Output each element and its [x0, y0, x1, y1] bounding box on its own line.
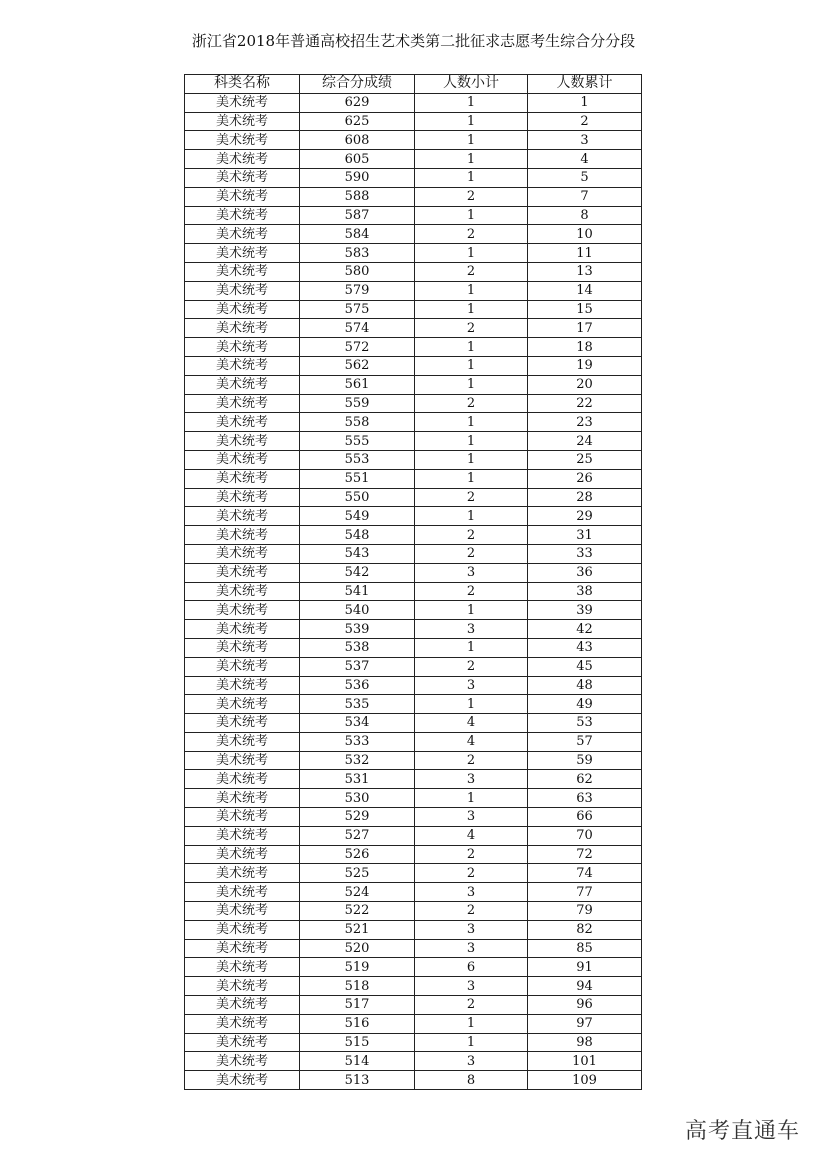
cell-category: 美术统考 [185, 375, 300, 394]
table-row [185, 808, 642, 827]
cell-category: 美术统考 [185, 507, 300, 526]
table-row [185, 338, 642, 357]
cell-score: 543 [300, 544, 415, 563]
cell-subtotal: 1 [415, 206, 528, 225]
cell-subtotal: 3 [415, 808, 528, 827]
cell-cumulative: 74 [528, 864, 642, 883]
cell-cumulative: 28 [528, 488, 642, 507]
cell-category: 美术统考 [185, 826, 300, 845]
cell-subtotal: 2 [415, 845, 528, 864]
watermark-logo-text: 高考直通车 [684, 1119, 800, 1144]
cell-subtotal: 1 [415, 244, 528, 263]
table-row [185, 507, 642, 526]
cell-score: 561 [300, 375, 415, 394]
cell-cumulative: 43 [528, 638, 642, 657]
table-row [185, 1014, 642, 1033]
cell-subtotal: 1 [415, 413, 528, 432]
cell-score: 572 [300, 338, 415, 357]
cell-subtotal: 1 [415, 695, 528, 714]
table-row [185, 187, 642, 206]
cell-category: 美术统考 [185, 488, 300, 507]
cell-subtotal: 3 [415, 1052, 528, 1071]
table-row [185, 845, 642, 864]
cell-cumulative: 7 [528, 187, 642, 206]
cell-cumulative: 3 [528, 131, 642, 150]
cell-category: 美术统考 [185, 563, 300, 582]
cell-score: 588 [300, 187, 415, 206]
cell-category: 美术统考 [185, 996, 300, 1015]
cell-cumulative: 11 [528, 244, 642, 263]
cell-cumulative: 72 [528, 845, 642, 864]
cell-score: 584 [300, 225, 415, 244]
cell-subtotal: 3 [415, 770, 528, 789]
table-row [185, 996, 642, 1015]
cell-cumulative: 97 [528, 1014, 642, 1033]
cell-cumulative: 63 [528, 789, 642, 808]
cell-subtotal: 2 [415, 394, 528, 413]
cell-subtotal: 3 [415, 939, 528, 958]
cell-cumulative: 23 [528, 413, 642, 432]
table-row [185, 883, 642, 902]
table-row [185, 1033, 642, 1052]
cell-category: 美术统考 [185, 620, 300, 639]
table-row [185, 638, 642, 657]
table-row [185, 131, 642, 150]
cell-subtotal: 2 [415, 187, 528, 206]
cell-score: 513 [300, 1071, 415, 1090]
cell-score: 536 [300, 676, 415, 695]
cell-score: 575 [300, 300, 415, 319]
cell-category: 美术统考 [185, 356, 300, 375]
table-row [185, 920, 642, 939]
cell-subtotal: 2 [415, 488, 528, 507]
cell-score: 516 [300, 1014, 415, 1033]
cell-subtotal: 8 [415, 1071, 528, 1090]
header-category: 科类名称 [185, 75, 300, 94]
table-body [185, 93, 642, 1089]
cell-cumulative: 45 [528, 657, 642, 676]
cell-score: 537 [300, 657, 415, 676]
cell-score: 558 [300, 413, 415, 432]
cell-category: 美术统考 [185, 751, 300, 770]
cell-score: 590 [300, 168, 415, 187]
cell-category: 美术统考 [185, 526, 300, 545]
cell-score: 555 [300, 432, 415, 451]
table-row [185, 977, 642, 996]
cell-subtotal: 1 [415, 356, 528, 375]
cell-subtotal: 2 [415, 582, 528, 601]
table-row [185, 826, 642, 845]
cell-cumulative: 49 [528, 695, 642, 714]
cell-cumulative: 26 [528, 469, 642, 488]
cell-subtotal: 1 [415, 131, 528, 150]
cell-category: 美术统考 [185, 413, 300, 432]
table-row [185, 714, 642, 733]
cell-subtotal: 1 [415, 112, 528, 131]
cell-subtotal: 2 [415, 751, 528, 770]
cell-subtotal: 2 [415, 319, 528, 338]
cell-category: 美术统考 [185, 432, 300, 451]
cell-category: 美术统考 [185, 300, 300, 319]
cell-subtotal: 3 [415, 977, 528, 996]
cell-category: 美术统考 [185, 450, 300, 469]
cell-cumulative: 4 [528, 150, 642, 169]
table-row [185, 488, 642, 507]
cell-category: 美术统考 [185, 150, 300, 169]
cell-cumulative: 33 [528, 544, 642, 563]
cell-category: 美术统考 [185, 714, 300, 733]
cell-category: 美术统考 [185, 1033, 300, 1052]
table-row [185, 394, 642, 413]
cell-subtotal: 1 [415, 338, 528, 357]
cell-score: 519 [300, 958, 415, 977]
cell-score: 605 [300, 150, 415, 169]
header-subtotal: 人数小计 [415, 75, 528, 94]
cell-score: 562 [300, 356, 415, 375]
cell-category: 美术统考 [185, 168, 300, 187]
cell-subtotal: 3 [415, 563, 528, 582]
cell-cumulative: 62 [528, 770, 642, 789]
cell-category: 美术统考 [185, 544, 300, 563]
table-row [185, 620, 642, 639]
cell-subtotal: 1 [415, 375, 528, 394]
cell-score: 541 [300, 582, 415, 601]
cell-cumulative: 70 [528, 826, 642, 845]
table-row [185, 281, 642, 300]
table-row [185, 150, 642, 169]
cell-score: 524 [300, 883, 415, 902]
cell-cumulative: 19 [528, 356, 642, 375]
table-row [185, 676, 642, 695]
cell-score: 549 [300, 507, 415, 526]
cell-score: 534 [300, 714, 415, 733]
cell-subtotal: 1 [415, 601, 528, 620]
cell-category: 美术统考 [185, 920, 300, 939]
cell-category: 美术统考 [185, 864, 300, 883]
cell-category: 美术统考 [185, 638, 300, 657]
cell-subtotal: 4 [415, 732, 528, 751]
cell-score: 583 [300, 244, 415, 263]
cell-score: 608 [300, 131, 415, 150]
table-row [185, 732, 642, 751]
cell-category: 美术统考 [185, 469, 300, 488]
cell-cumulative: 66 [528, 808, 642, 827]
cell-cumulative: 15 [528, 300, 642, 319]
cell-category: 美术统考 [185, 1052, 300, 1071]
table-row [185, 902, 642, 921]
table-row [185, 751, 642, 770]
cell-score: 530 [300, 789, 415, 808]
table-row [185, 544, 642, 563]
cell-subtotal: 3 [415, 620, 528, 639]
cell-cumulative: 8 [528, 206, 642, 225]
table-row [185, 356, 642, 375]
cell-cumulative: 1 [528, 93, 642, 112]
cell-score: 553 [300, 450, 415, 469]
cell-cumulative: 79 [528, 902, 642, 921]
cell-cumulative: 42 [528, 620, 642, 639]
table-row [185, 469, 642, 488]
cell-cumulative: 39 [528, 601, 642, 620]
cell-subtotal: 3 [415, 676, 528, 695]
cell-score: 517 [300, 996, 415, 1015]
cell-cumulative: 36 [528, 563, 642, 582]
cell-subtotal: 2 [415, 996, 528, 1015]
cell-category: 美术统考 [185, 939, 300, 958]
cell-subtotal: 1 [415, 507, 528, 526]
cell-category: 美术统考 [185, 789, 300, 808]
cell-category: 美术统考 [185, 958, 300, 977]
cell-subtotal: 2 [415, 225, 528, 244]
table-header-row [185, 75, 642, 94]
cell-cumulative: 48 [528, 676, 642, 695]
cell-subtotal: 2 [415, 526, 528, 545]
cell-subtotal: 2 [415, 864, 528, 883]
cell-cumulative: 20 [528, 375, 642, 394]
cell-score: 539 [300, 620, 415, 639]
cell-cumulative: 38 [528, 582, 642, 601]
cell-score: 529 [300, 808, 415, 827]
cell-subtotal: 1 [415, 789, 528, 808]
table-row [185, 300, 642, 319]
cell-category: 美术统考 [185, 131, 300, 150]
cell-category: 美术统考 [185, 977, 300, 996]
cell-score: 521 [300, 920, 415, 939]
cell-cumulative: 31 [528, 526, 642, 545]
cell-cumulative: 14 [528, 281, 642, 300]
cell-subtotal: 1 [415, 432, 528, 451]
table-row [185, 450, 642, 469]
table-row [185, 375, 642, 394]
cell-category: 美术统考 [185, 206, 300, 225]
cell-score: 625 [300, 112, 415, 131]
cell-category: 美术统考 [185, 319, 300, 338]
cell-cumulative: 25 [528, 450, 642, 469]
cell-score: 579 [300, 281, 415, 300]
cell-cumulative: 96 [528, 996, 642, 1015]
cell-cumulative: 53 [528, 714, 642, 733]
table-row [185, 939, 642, 958]
cell-score: 580 [300, 262, 415, 281]
cell-category: 美术统考 [185, 338, 300, 357]
table-row [185, 1052, 642, 1071]
cell-subtotal: 1 [415, 450, 528, 469]
cell-subtotal: 1 [415, 168, 528, 187]
cell-cumulative: 24 [528, 432, 642, 451]
cell-score: 559 [300, 394, 415, 413]
cell-score: 514 [300, 1052, 415, 1071]
cell-category: 美术统考 [185, 676, 300, 695]
cell-cumulative: 85 [528, 939, 642, 958]
cell-cumulative: 98 [528, 1033, 642, 1052]
cell-category: 美术统考 [185, 582, 300, 601]
cell-cumulative: 82 [528, 920, 642, 939]
cell-score: 542 [300, 563, 415, 582]
table-row [185, 526, 642, 545]
cell-cumulative: 5 [528, 168, 642, 187]
cell-score: 550 [300, 488, 415, 507]
cell-subtotal: 1 [415, 469, 528, 488]
cell-cumulative: 91 [528, 958, 642, 977]
table-row [185, 789, 642, 808]
cell-category: 美术统考 [185, 770, 300, 789]
table-row [185, 168, 642, 187]
table-row [185, 413, 642, 432]
cell-subtotal: 4 [415, 714, 528, 733]
table-row [185, 225, 642, 244]
cell-subtotal: 2 [415, 544, 528, 563]
table-row [185, 262, 642, 281]
cell-category: 美术统考 [185, 187, 300, 206]
cell-score: 535 [300, 695, 415, 714]
cell-category: 美术统考 [185, 808, 300, 827]
table-row [185, 601, 642, 620]
header-score: 综合分成绩 [300, 75, 415, 94]
table-row [185, 657, 642, 676]
cell-score: 525 [300, 864, 415, 883]
cell-score: 574 [300, 319, 415, 338]
table-row [185, 958, 642, 977]
table-row [185, 206, 642, 225]
cell-cumulative: 2 [528, 112, 642, 131]
cell-category: 美术统考 [185, 695, 300, 714]
cell-category: 美术统考 [185, 1071, 300, 1090]
cell-score: 531 [300, 770, 415, 789]
cell-subtotal: 1 [415, 93, 528, 112]
cell-score: 551 [300, 469, 415, 488]
cell-subtotal: 1 [415, 150, 528, 169]
cell-cumulative: 13 [528, 262, 642, 281]
cell-cumulative: 57 [528, 732, 642, 751]
table-row [185, 244, 642, 263]
cell-subtotal: 1 [415, 281, 528, 300]
cell-category: 美术统考 [185, 93, 300, 112]
cell-score: 548 [300, 526, 415, 545]
table-row [185, 93, 642, 112]
cell-cumulative: 77 [528, 883, 642, 902]
cell-category: 美术统考 [185, 845, 300, 864]
cell-subtotal: 4 [415, 826, 528, 845]
cell-cumulative: 109 [528, 1071, 642, 1090]
cell-category: 美术统考 [185, 225, 300, 244]
cell-subtotal: 6 [415, 958, 528, 977]
cell-cumulative: 59 [528, 751, 642, 770]
cell-score: 518 [300, 977, 415, 996]
cell-cumulative: 101 [528, 1052, 642, 1071]
cell-category: 美术统考 [185, 262, 300, 281]
score-distribution-table [184, 74, 642, 1090]
cell-score: 527 [300, 826, 415, 845]
cell-subtotal: 3 [415, 920, 528, 939]
cell-score: 538 [300, 638, 415, 657]
table-row [185, 112, 642, 131]
cell-score: 629 [300, 93, 415, 112]
table-row [185, 432, 642, 451]
cell-category: 美术统考 [185, 1014, 300, 1033]
cell-score: 587 [300, 206, 415, 225]
table-row [185, 582, 642, 601]
cell-score: 515 [300, 1033, 415, 1052]
cell-cumulative: 94 [528, 977, 642, 996]
cell-category: 美术统考 [185, 902, 300, 921]
table-row [185, 1071, 642, 1090]
table-row [185, 695, 642, 714]
cell-category: 美术统考 [185, 112, 300, 131]
cell-category: 美术统考 [185, 657, 300, 676]
cell-subtotal: 2 [415, 657, 528, 676]
table-row [185, 563, 642, 582]
header-cumulative: 人数累计 [528, 75, 642, 94]
cell-score: 533 [300, 732, 415, 751]
cell-subtotal: 2 [415, 902, 528, 921]
cell-subtotal: 1 [415, 638, 528, 657]
cell-category: 美术统考 [185, 281, 300, 300]
table-row [185, 864, 642, 883]
cell-subtotal: 1 [415, 1033, 528, 1052]
cell-category: 美术统考 [185, 883, 300, 902]
cell-cumulative: 29 [528, 507, 642, 526]
cell-subtotal: 1 [415, 1014, 528, 1033]
cell-score: 532 [300, 751, 415, 770]
cell-subtotal: 2 [415, 262, 528, 281]
cell-category: 美术统考 [185, 394, 300, 413]
cell-category: 美术统考 [185, 732, 300, 751]
cell-score: 540 [300, 601, 415, 620]
cell-category: 美术统考 [185, 244, 300, 263]
cell-cumulative: 17 [528, 319, 642, 338]
cell-cumulative: 10 [528, 225, 642, 244]
cell-score: 522 [300, 902, 415, 921]
table-row [185, 319, 642, 338]
cell-category: 美术统考 [185, 601, 300, 620]
cell-subtotal: 1 [415, 300, 528, 319]
table-row [185, 770, 642, 789]
cell-cumulative: 18 [528, 338, 642, 357]
cell-score: 526 [300, 845, 415, 864]
cell-score: 520 [300, 939, 415, 958]
cell-cumulative: 22 [528, 394, 642, 413]
page-title: 浙江省2018年普通高校招生艺术类第二批征求志愿考生综合分分段 [191, 32, 636, 50]
cell-subtotal: 3 [415, 883, 528, 902]
